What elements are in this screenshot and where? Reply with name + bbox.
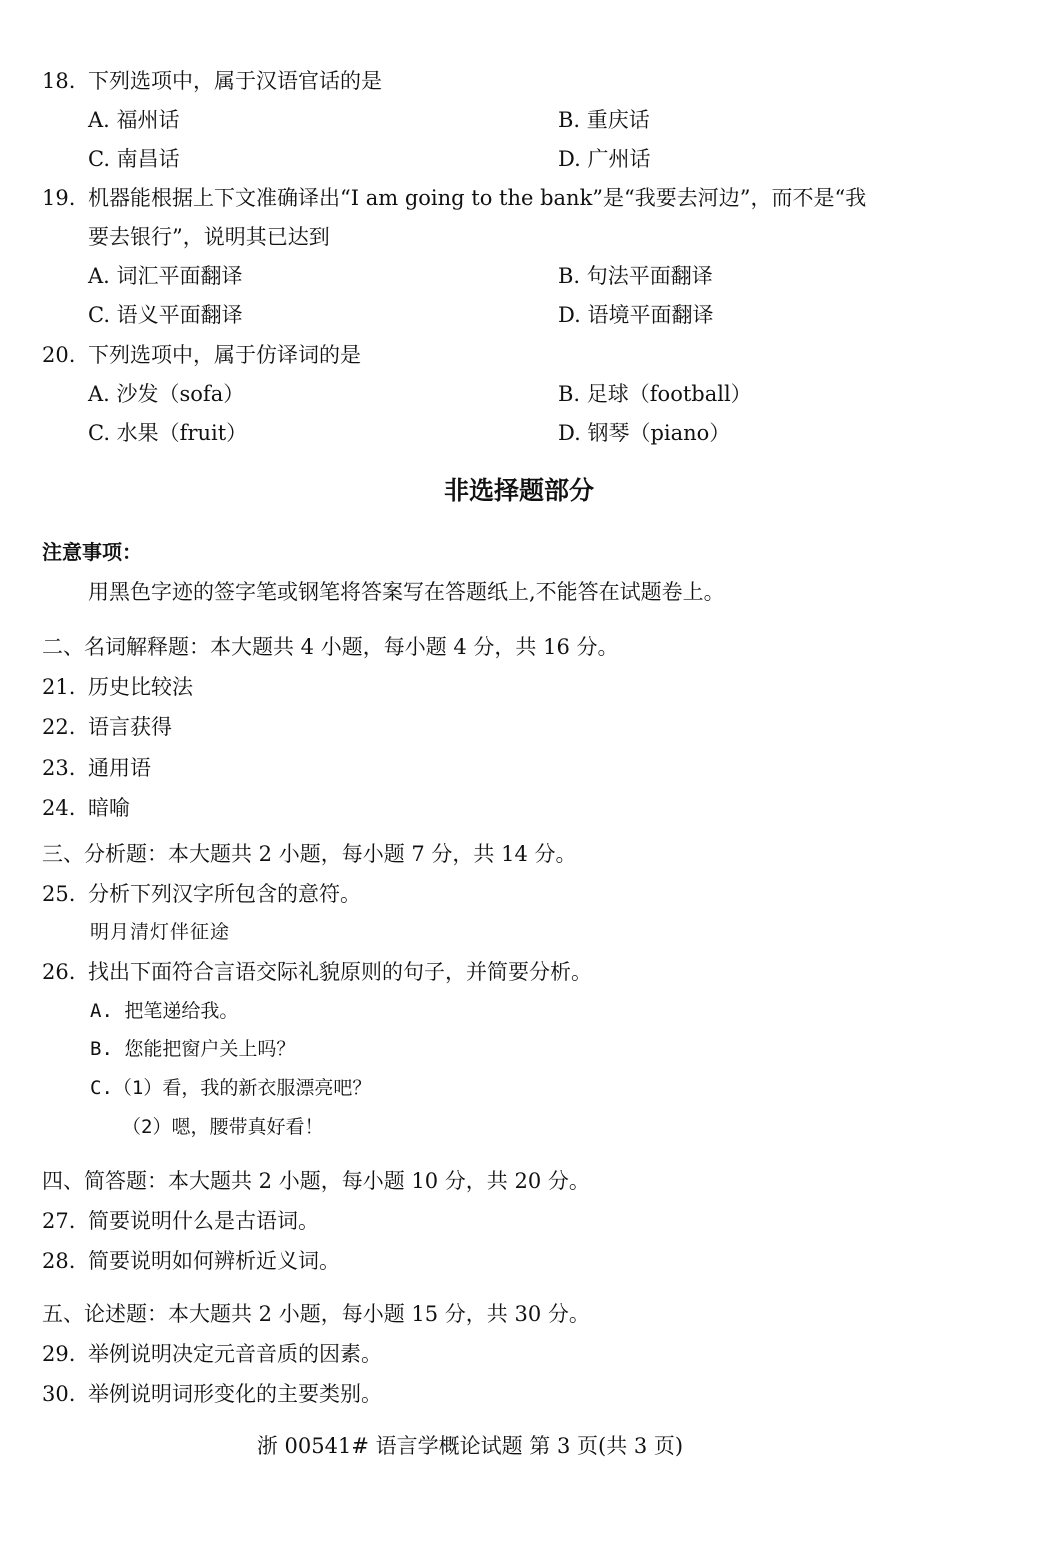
option-c: C. 语义平面翻译 — [88, 303, 243, 327]
page-footer: 浙 00541# 语言学概论试题 第 3 页(共 3 页) — [256, 1434, 684, 1458]
question-number: 23. — [42, 756, 76, 780]
option-a: A. 沙发（sofa） — [88, 382, 245, 406]
question-number: 18. — [42, 69, 76, 93]
option-a: A. 词汇平面翻译 — [88, 264, 243, 288]
option-b: B. 句法平面翻译 — [558, 264, 713, 288]
question-number: 29. — [42, 1342, 76, 1366]
question-stem: 简要说明如何辨析近义词。 — [88, 1249, 340, 1273]
section-heading: 五、论述题：本大题共 2 小题，每小题 15 分，共 30 分。 — [42, 1302, 590, 1326]
question-stem: 找出下面符合言语交际礼貌原则的句子，并简要分析。 — [88, 960, 592, 984]
question-stem: 机器能根据上下文准确译出“I am going to the bank”是“我要去河边”，而不是“我 — [88, 186, 867, 210]
question-number: 27. — [42, 1209, 76, 1233]
question-stem: 分析下列汉字所包含的意符。 — [88, 882, 361, 906]
option-d: D. 广州话 — [558, 147, 651, 171]
question-number: 19. — [42, 186, 76, 210]
question-stem-continued: 要去银行”，说明其已达到 — [88, 225, 330, 249]
part-title: 非选择题部分 — [443, 476, 594, 505]
question-stem: 举例说明词形变化的主要类别。 — [88, 1382, 382, 1406]
option-b: B. 重庆话 — [558, 108, 650, 132]
question-number: 22. — [42, 715, 76, 739]
notice-label: 注意事项： — [42, 540, 142, 564]
question-stem: 下列选项中，属于汉语官话的是 — [88, 69, 382, 93]
option-d: D. 钢琴（piano） — [558, 421, 731, 445]
option-b: B. 足球（football） — [558, 382, 752, 406]
question-stem: 下列选项中，属于仿译词的是 — [88, 343, 361, 367]
question-number: 24. — [42, 796, 76, 820]
option-c: C. 南昌话 — [88, 147, 180, 171]
option-c-subitem: （2）嗯，腰带真好看！ — [122, 1116, 324, 1138]
question-stem: 通用语 — [88, 756, 151, 780]
character-list: 明月清灯伴征途 — [90, 921, 231, 943]
option-c: C.（1）看，我的新衣服漂亮吧？ — [90, 1077, 372, 1099]
option-b: B. 您能把窗户关上吗？ — [90, 1038, 296, 1060]
option-d: D. 语境平面翻译 — [558, 303, 714, 327]
question-number: 21. — [42, 675, 76, 699]
question-stem: 举例说明决定元音音质的因素。 — [88, 1342, 382, 1366]
option-a: A. 福州话 — [88, 108, 180, 132]
section-heading: 二、名词解释题：本大题共 4 小题，每小题 4 分，共 16 分。 — [42, 635, 619, 659]
question-stem: 暗喻 — [88, 796, 130, 820]
section-heading: 四、简答题：本大题共 2 小题，每小题 10 分，共 20 分。 — [42, 1169, 590, 1193]
question-number: 20. — [42, 343, 76, 367]
option-c: C. 水果（fruit） — [88, 421, 248, 445]
notice-text: 用黑色字迹的签字笔或钢笔将答案写在答题纸上,不能答在试题卷上。 — [88, 580, 725, 604]
question-stem: 语言获得 — [88, 715, 172, 739]
question-number: 28. — [42, 1249, 76, 1273]
question-stem: 历史比较法 — [88, 675, 193, 699]
option-a: A. 把笔递给我。 — [90, 1000, 239, 1022]
question-number: 30. — [42, 1382, 76, 1406]
question-stem: 简要说明什么是古语词。 — [88, 1209, 319, 1233]
question-number: 25. — [42, 882, 76, 906]
question-number: 26. — [42, 960, 76, 984]
section-heading: 三、分析题：本大题共 2 小题，每小题 7 分，共 14 分。 — [42, 842, 577, 866]
